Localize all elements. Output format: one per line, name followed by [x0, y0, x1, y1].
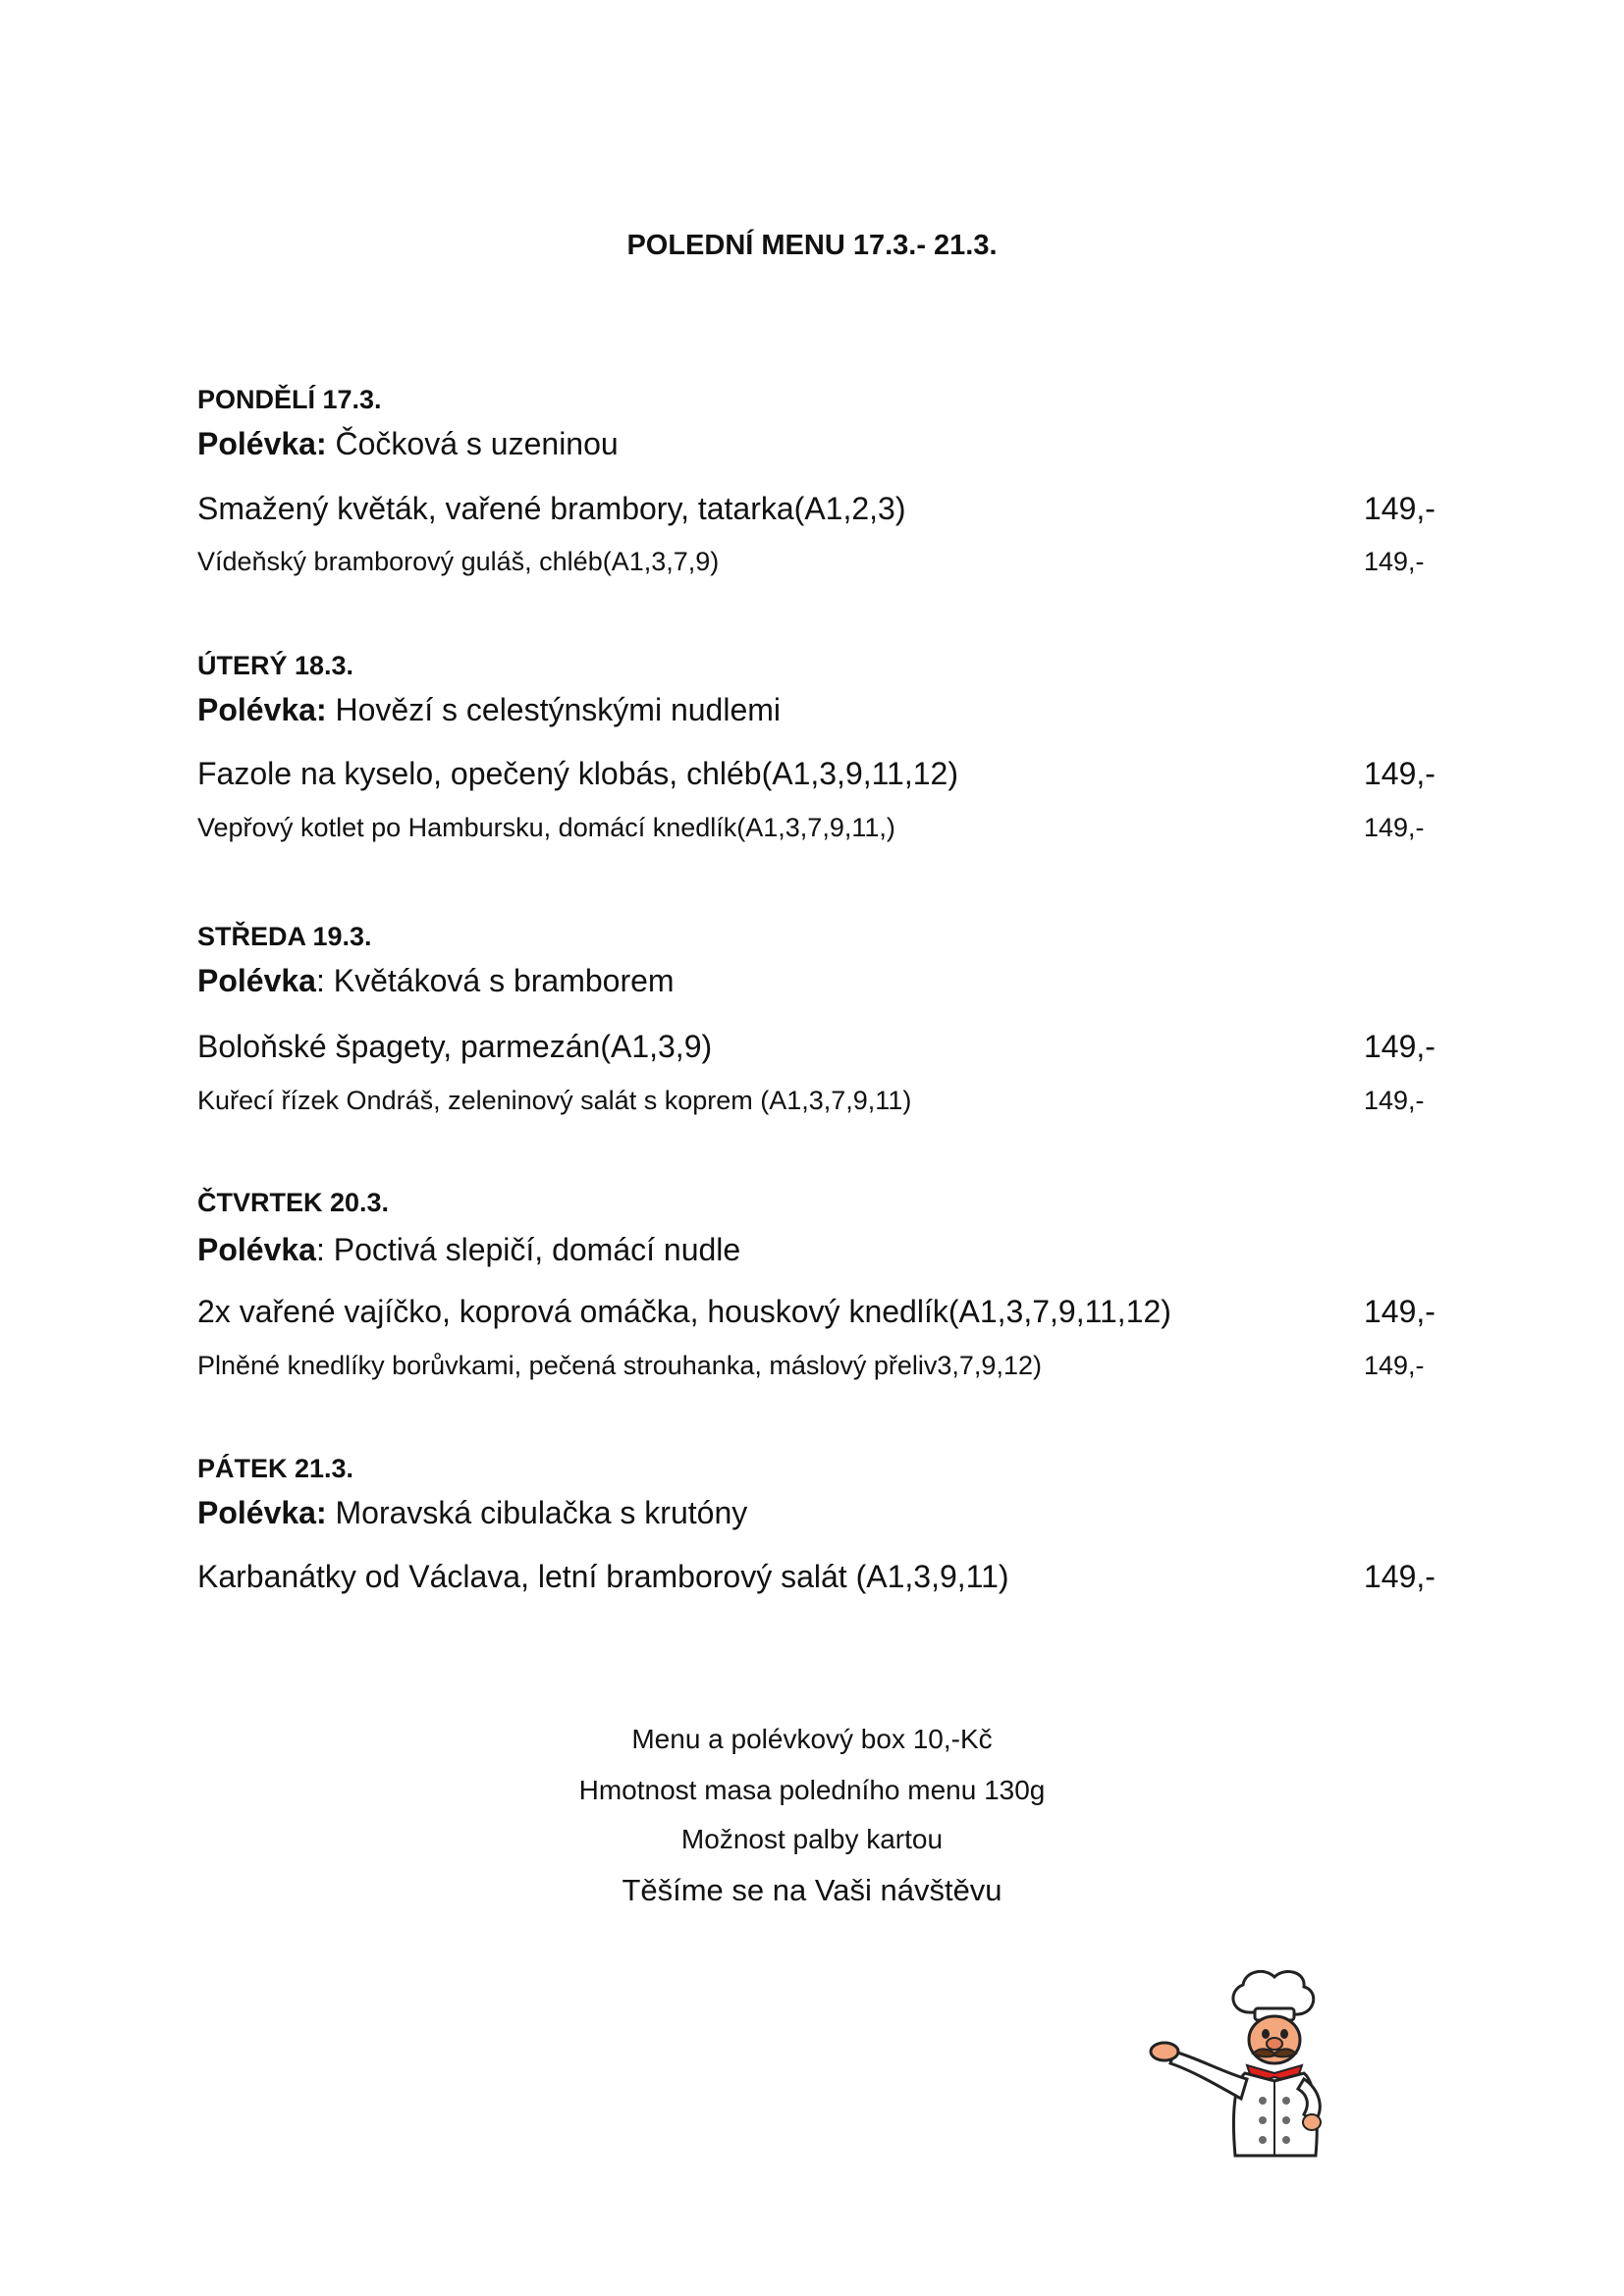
dish-price: 149,- [1364, 1086, 1425, 1115]
day-heading: PÁTEK 21.3. [197, 1454, 354, 1483]
soup-name: Poctivá slepičí, domácí nudle [324, 1232, 741, 1267]
soup-label: Polévka [197, 426, 316, 461]
soup-line [197, 692, 781, 728]
dish-name: 2x vařené vajíčko, koprová omáčka, houskový knedlík(A1,3,7,9,11,12) [197, 1294, 1171, 1329]
chef-icon [1137, 1963, 1382, 2162]
day-heading: ÚTERÝ 18.3. [197, 651, 354, 680]
soup-name: Květáková s bramborem [324, 963, 675, 998]
soup-separator: : [315, 1232, 325, 1267]
day-heading: ČTVRTEK 20.3. [197, 1188, 390, 1217]
dish-name: Vepřový kotlet po Hambursku, domácí knedlík(A1,3,7,9,11,) [197, 813, 895, 842]
soup-label: Polévka [197, 1495, 316, 1530]
soup-label: Polévka [197, 692, 316, 727]
dish-name: Fazole na kyselo, opečený klobás, chléb(A1,3,9,11,12) [197, 756, 958, 791]
dish-price: 149,- [1364, 813, 1425, 842]
soup-line [197, 963, 675, 999]
day-heading: PONDĚLÍ 17.3. [197, 385, 382, 414]
soup-separator: : [315, 1495, 327, 1530]
footer-note-weight: Hmotnost masa poledního menu 130g [578, 1775, 1046, 1805]
page-title: POLEDNÍ MENU 17.3.- 21.3. [626, 230, 998, 261]
soup-label: Polévka [197, 1232, 316, 1267]
soup-line [197, 1495, 747, 1531]
dish-name: Boloňské špagety, parmezán(A1,3,9) [197, 1029, 713, 1064]
footer-note-card: Možnost palby kartou [680, 1824, 944, 1854]
dish-price: 149,- [1364, 1294, 1435, 1329]
dish-price: 149,- [1364, 491, 1435, 526]
footer-note-box: Menu a polévkový box 10,-Kč [631, 1724, 993, 1754]
dish-price: 149,- [1364, 756, 1435, 791]
dish-name: Smažený květák, vařené brambory, tatarka(A1,2,3) [197, 491, 906, 526]
dish-name: Kuřecí řízek Ondráš, zeleninový salát s koprem (A1,3,7,9,11) [197, 1086, 912, 1115]
footer-note-welcome: Těšíme se na Vaši návštěvu [622, 1873, 1002, 1907]
day-heading: STŘEDA 19.3. [197, 922, 372, 951]
dish-price: 149,- [1364, 1559, 1435, 1594]
dish-name: Karbanátky od Václava, letní bramborový salát (A1,3,9,11) [197, 1559, 1009, 1594]
soup-separator: : [315, 963, 325, 998]
soup-name: Moravská cibulačka s krutóny [326, 1495, 748, 1530]
soup-name: Čočková s uzeninou [326, 426, 619, 461]
dish-price: 149,- [1364, 1029, 1435, 1064]
dish-name: Plněné knedlíky borůvkami, pečená strouhanka, máslový přeliv3,7,9,12) [197, 1351, 1042, 1380]
dish-price: 149,- [1364, 547, 1425, 576]
soup-separator: : [315, 692, 327, 727]
soup-name: Hovězí s celestýnskými nudlemi [326, 692, 781, 727]
soup-separator: : [315, 426, 327, 461]
dish-price: 149,- [1364, 1351, 1425, 1380]
soup-label: Polévka [197, 963, 316, 998]
soup-line [197, 1232, 740, 1268]
soup-line [197, 426, 619, 462]
dish-name: Vídeňský bramborový guláš, chléb(A1,3,7,9) [197, 547, 720, 576]
